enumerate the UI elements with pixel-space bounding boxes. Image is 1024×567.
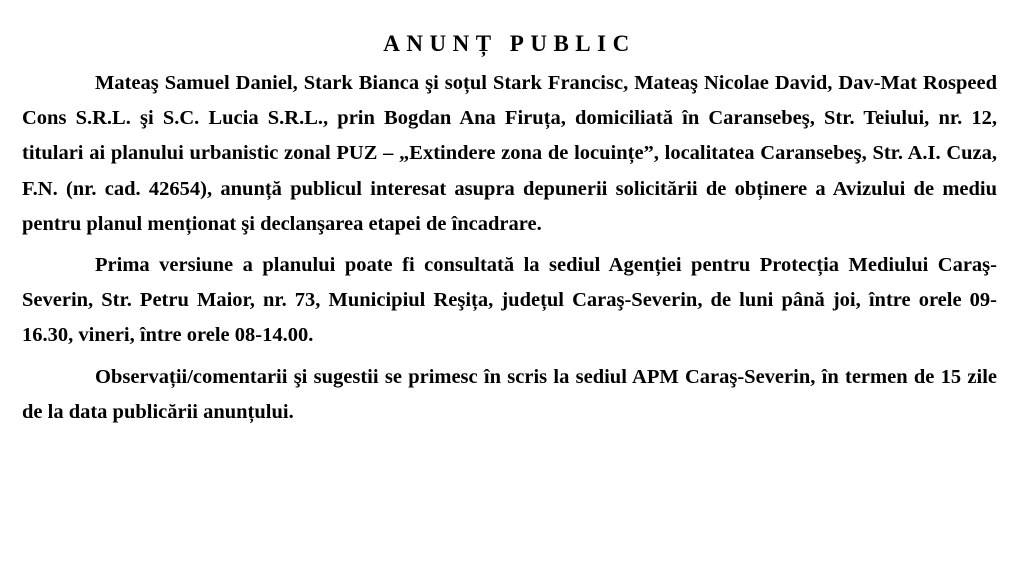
- notice-paragraph-applicants: Mateaş Samuel Daniel, Stark Bianca şi soțul Stark Francisc, Mateaş Nicolae David, Dav-Mat Rospeed Cons S.R.L. şi S.C. Lucia S.R.L., prin Bogdan Ana Firuța, domiciliată în Caransebeş, Str. Teiului, nr. 12, titulari ai planului urbanistic zonal PUZ – „Extindere zona de locuințe”, localitatea Caransebeş, Str. A.I. Cuza, F.N. (nr. cad. 42654), anunță publicul interesat asupra depunerii solicitării de obținere a Avizului de mediu pentru planul menționat şi declanşarea etapei de încadrare.: [22, 72, 997, 235]
- notice-title: ANUNȚ PUBLIC: [383, 31, 636, 56]
- notice-paragraph-comments: Observații/comentarii şi sugestii se primesc în scris la sediul APM Caraş-Severin, în termen de 15 zile de la data publicării anunțului.: [22, 365, 997, 423]
- notice-paragraph-consultation: Prima versiune a planului poate fi consultată la sediul Agenției pentru Protecția Mediului Caraş-Severin, Str. Petru Maior, nr. 73, Municipiul Reşița, județul Caraş-Severin, de luni până joi, între orele 09-16.30, vineri, între orele 08-14.00.: [22, 254, 997, 347]
- public-notice: [22, 26, 997, 436]
